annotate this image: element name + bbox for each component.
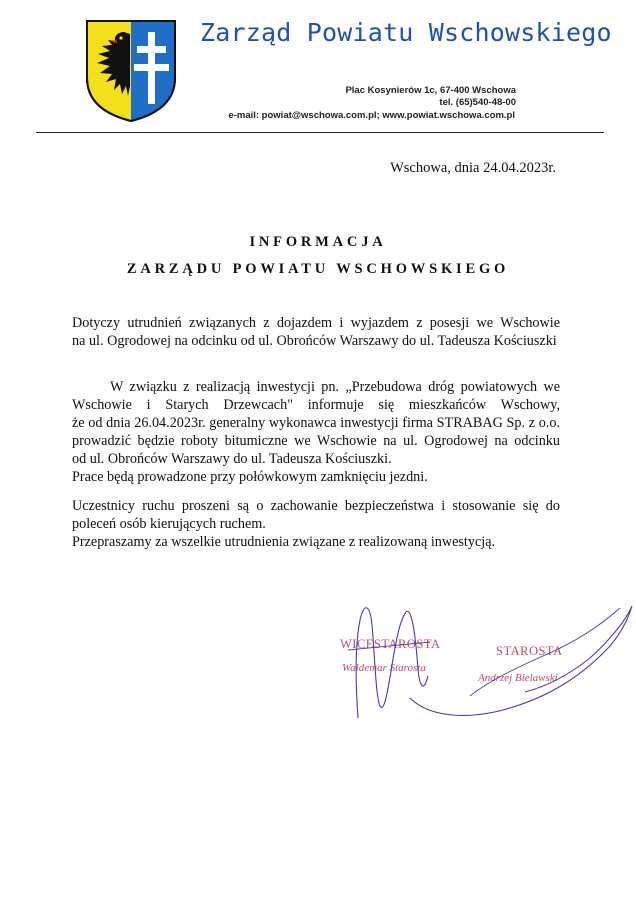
subject-line: Dotyczy utrudnień związanych z dojazdem i wyjazdem z posesji we Wschowie [72, 315, 560, 331]
starosta-name: Andrzej Bielawski [478, 672, 558, 684]
body-line: od ul. Obrońców Warszawy do ul. Tadeusza Kościuszki. [72, 451, 392, 467]
phone-line: tel. (65)540-48-00 [439, 97, 516, 108]
body-line: prowadzić będzie roboty bitumiczne we Wschowie na ul. Ogrodowej na odcinku [72, 433, 560, 449]
vice-starosta-name: Waldemar Starosta [342, 662, 426, 674]
body-line: W związku z realizacją inwestycji pn. „Przebudowa dróg powiatowych we [110, 379, 560, 395]
address-line: Plac Kosynierów 1c, 67-400 Wschowa [345, 85, 516, 96]
body-line: poleceń osób kierujących ruchem. [72, 516, 266, 532]
organization-name: Zarząd Powiatu Wschowskiego [200, 18, 612, 47]
signature-area [320, 580, 636, 730]
handwritten-signatures [320, 580, 636, 730]
body-line: Uczestnicy ruchu proszeni są o zachowanie bezpieczeństwa i stosowanie się do [72, 498, 560, 514]
body-line: Prace będą prowadzone przy połówkowym zamknięciu jezdni. [72, 469, 428, 485]
body-line: Wschowie i Starych Drzewcach" informuje się mieszkańców Wschowy, [72, 397, 560, 413]
place-and-date: Wschowa, dnia 24.04.2023r. [390, 160, 556, 176]
contact-line: e-mail: powiat@wschowa.com.pl; www.powiat.wschowa.com.pl [228, 110, 515, 121]
body-line: Przepraszamy za wszelkie utrudnienia związane z realizowaną inwestycją. [72, 534, 496, 550]
document-subheading: ZARZĄDU POWIATU WSCHOWSKIEGO [126, 261, 510, 277]
header-divider [36, 132, 604, 133]
subject-line: na ul. Ogrodowej na odcinku od ul. Obrońców Warszawy do ul. Tadeusza Kościuszki [72, 333, 557, 349]
body-line: że od dnia 26.04.2023r. generalny wykonawca inwestycji firma STRABAG Sp. z o.o. [72, 415, 560, 431]
vice-starosta-stamp: WICESTAROSTA [340, 637, 441, 651]
county-coat-of-arms-icon [84, 18, 178, 124]
document-heading: INFORMACJA [249, 234, 387, 250]
starosta-stamp: STAROSTA [496, 644, 563, 658]
